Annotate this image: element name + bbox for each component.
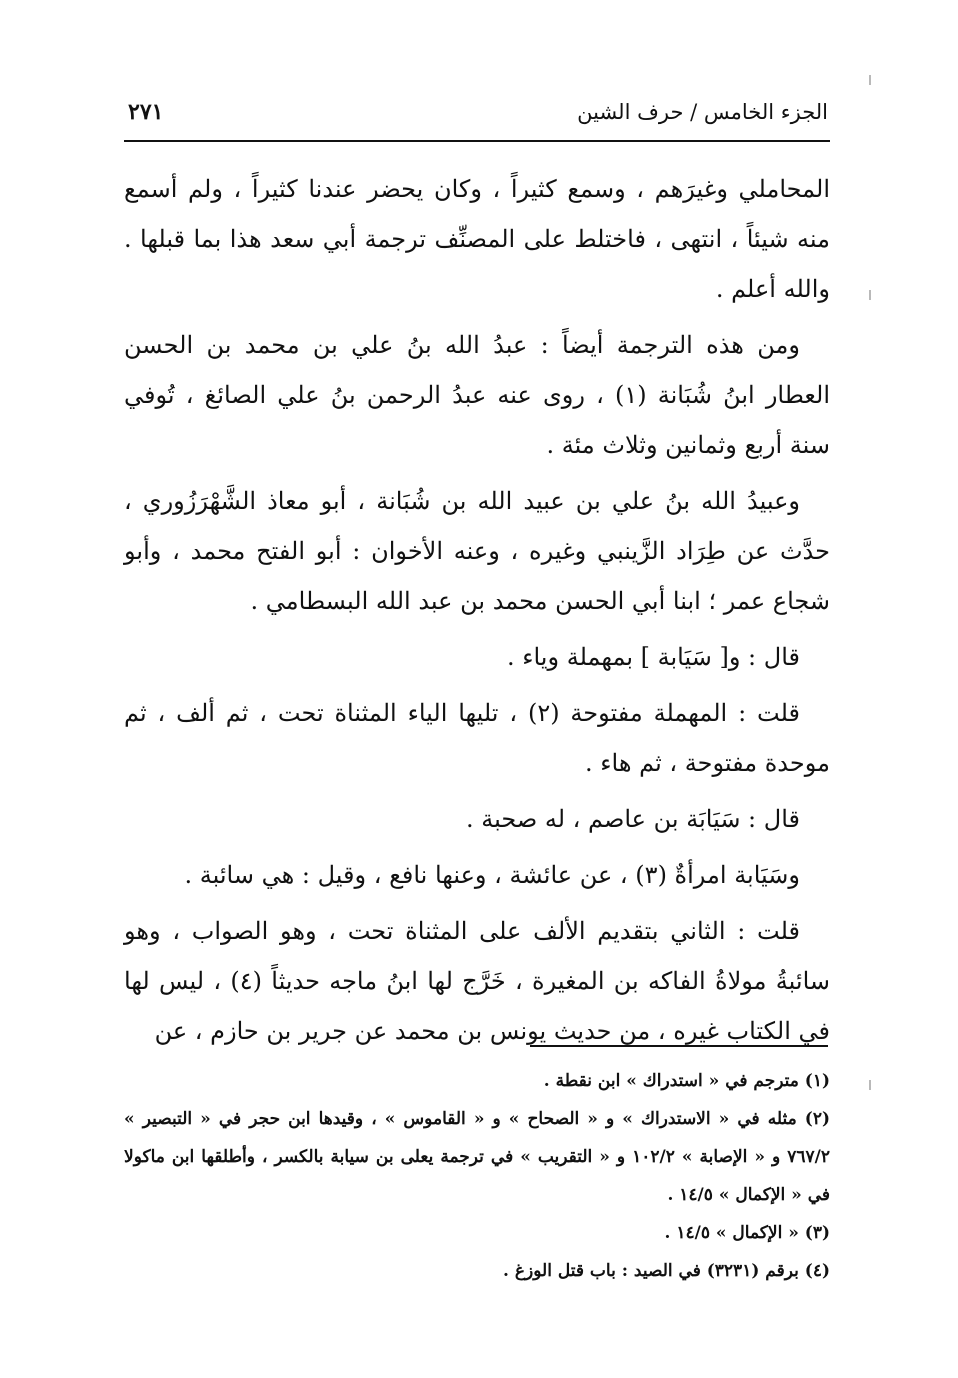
paragraph-qultu-thani: قلت : الثاني بتقديم الألف على المثناة تحت ، وهو الصواب ، وهو سائبةُ مولاةُ الفاكه بن المغيرة ، خَرَّج لها ابنُ ماجه حديثاً (٤) ، ليس لها في الكتاب غيره ، من حديث يونس بن محمد عن جرير بن حازم ، عن (124, 917, 830, 1045)
paragraph-qala-sayaba: قال : و[ سَيَابة ] بمهملة وياء . (506, 643, 800, 671)
header-rule (124, 140, 830, 142)
scan-speck (869, 290, 871, 300)
footnote-rule (530, 1045, 828, 1047)
running-header-title: الجزء الخامس / حرف الشين (577, 100, 828, 124)
paragraph-qultu-muhmala: قلت : المهملة مفتوحة (٢) ، تليها الياء المثناة تحت ، ثم ألف ، ثم موحدة مفتوحة ، ثم هاء . (124, 699, 830, 777)
scan-speck (869, 1080, 871, 1090)
paragraph-sayaba-ibn-asim: قال : سَيَابَة بن عاصم ، له صحبة . (465, 805, 800, 833)
running-header (128, 92, 828, 132)
paragraph-sayaba-imraa: وسَيَابة امرأةٌ (٣) ، عن عائشة ، وعنها نافع ، وقيل : هي سائبة . (184, 861, 800, 889)
paragraph-continuation: المحاملي وغيرَهم ، وسمع كثيراً ، وكان يحضر عندنا كثيراً ، ولم أسمع منه شيئاً ، انتهى ، فاختلط على المصنِّف ترجمة أبي سعد هذا بما قبلها . والله أعلم . (124, 175, 830, 303)
footnotes (124, 1062, 830, 1290)
footnote-4: (٤) برقم (٣٢٣١) في الصيد : باب قتل الوزغ . (503, 1261, 830, 1281)
paragraph-ubaydullah: وعبيدُ الله بنُ علي بن عبيد الله بن شُبَانة ، أبو معاذ الشَّهْرَزُوري ، حدَّث عن طِرَاد الزَّينبي وغيره ، وعنه الأخوان : أبو الفتح محمد ، وأبو شجاع عمر ؛ ابنا أبي الحسن محمد بن عبد الله البسطامي . (124, 487, 830, 615)
paragraph-ibn-shubana: ومن هذه الترجمة أيضاً : عبدُ الله بنُ علي بن محمد بن الحسن العطار ابنُ شُبَانة (١) ، روى عنه عبدُ الرحمن بنُ علي الصائغ ، تُوفي سنة أربع وثمانين وثلاث مئة . (124, 331, 830, 459)
scan-speck (869, 75, 871, 85)
footnote-1: (١) مترجم في « استدراك » ابن نقطة . (543, 1071, 830, 1091)
footnote-3: (٣) « الإكمال » ١٤/٥ . (664, 1223, 830, 1243)
page-number: ٢٧١ (128, 99, 164, 125)
main-text (124, 164, 830, 1062)
footnote-2: (٢) مثله في « الاستدراك » و « الصحاح » و « القاموس » ، وقيدها ابن حجر في « التبصير » ٧٦٧/٢ و « الإصابة » ١٠٢/٢ و « التقريب » في ترجمة يعلى بن سيابة بالكسر ، وأطلقها ابن ماكولا في « الإكمال » ١٤/٥ . (124, 1109, 830, 1205)
